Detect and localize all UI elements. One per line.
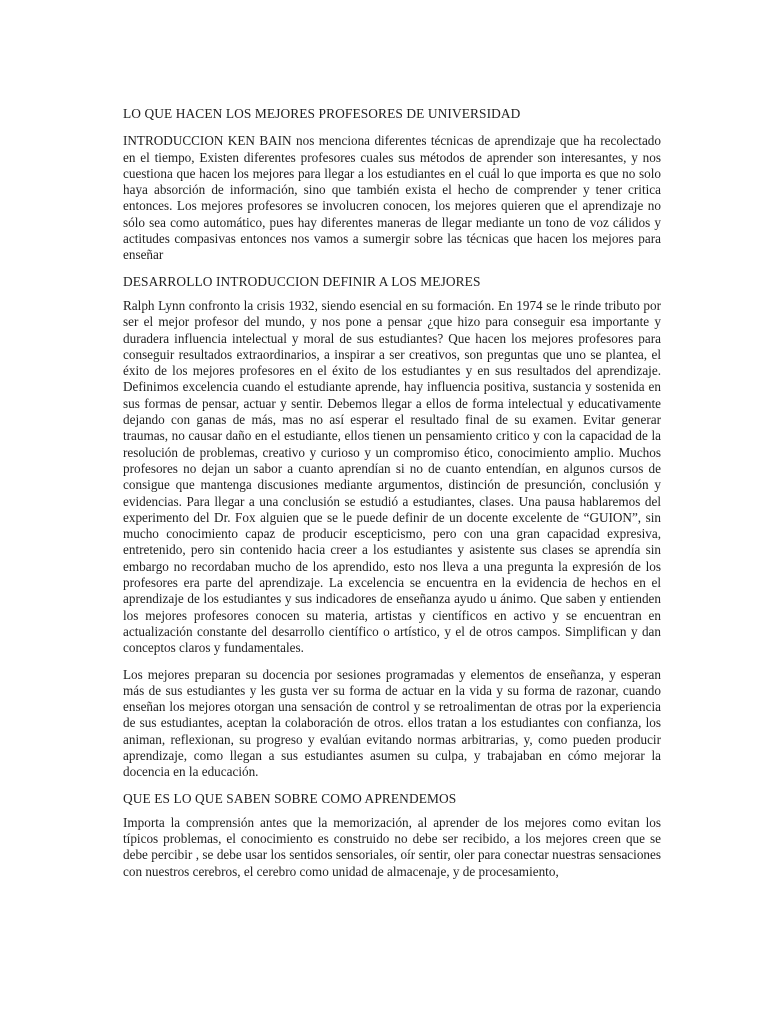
- paragraph-comprension: Importa la comprensión antes que la memorización, al aprender de los mejores como evitan los típicos problemas, el conocimiento es construido no debe ser recibido, a los mejores creen que se debe percibir , se debe usar los sentidos sensoriales, oír sentir, oler para conectar nuestras sensaciones con nuestros cerebros, el cerebro como unidad de almacenaje, y de procesamiento,: [123, 814, 661, 879]
- document-page: [123, 106, 661, 890]
- section-heading-definir-mejores: DESARROLLO INTRODUCCION DEFINIR A LOS MEJORES: [123, 273, 481, 289]
- intro-paragraph: INTRODUCCION KEN BAIN nos menciona diferentes técnicas de aprendizaje que ha recolectado en el tiempo, Existen diferentes profesores cuales sus métodos de aprender son interesantes, y nos cuestiona que hacen los mejores para llegar a los estudiantes en el cuál lo que importa es que no solo haya absorción de información, sino que también exista el hecho de comprender y tener critica entonces. Los mejores profesores se involucren conocen, los mejores quieren que el aprendizaje no sólo sea como automático, pues hay diferentes maneras de llegar mediante un tono de voz cálidos y actitudes compasivas entonces nos vamos a sumergir sobre las técnicas que hacen los mejores para enseñar: [123, 133, 661, 263]
- paragraph-preparan-docencia: Los mejores preparan su docencia por sesiones programadas y elementos de enseñanza, y esperan más de sus estudiantes y les gusta ver su forma de actuar en la vida y su forma de razonar, cuando enseñan los mejores otorgan una sensación de control y se retroalimentan de otras por la experiencia de sus estudiantes, aceptan la colaboración de otros. ellos tratan a los estudiantes con confianza, los animan, reflexionan, su progreso y evalúan evitando normas arbitrarias, y, como pueden producir aprendizaje, como llegan a sus estudiantes asumen su culpa, y trabajaban en cómo mejorar la docencia en la educación.: [123, 666, 661, 780]
- section-heading-como-aprendemos: QUE ES LO QUE SABEN SOBRE COMO APRENDEMOS: [123, 790, 457, 806]
- paragraph-ralph-lynn: Ralph Lynn confronto la crisis 1932, siendo esencial en su formación. En 1974 se le rinde tributo por ser el mejor profesor del mundo, y nos pone a pensar ¿que hizo para conseguir esa importante y duradera influencia intelectual y moral de sus estudiantes? Que hacen los mejores profesores para conseguir resultados extraordinarios, a inspirar a ser creativos, son preguntas que uno se plantea, el éxito de los mejores profesores en el éxito de los estudiantes y en sus resultados del aprendizaje. Definimos excelencia cuando el estudiante aprende, hay influencia positiva, sustancia y sostenida en sus formas de pensar, actuar y sentir. Debemos llegar a ellos de forma intelectual y educativamente dejando con ganas de más, mas no así esperar el resultado final de su examen. Evitar generar traumas, no causar daño en el estudiante, ellos tienen un pensamiento critico y con la capacidad de la resolución de problemas, creativo y curioso y un compromiso ético, conocimiento amplio. Muchos profesores no dejan un sabor a cuanto aprendían si no de cuanto entendían, en algunos cursos de consigue que mantenga discusiones mediante argumentos, distinción de presunción, conclusión y evidencias. Para llegar a una conclusión se estudió a estudiantes, clases. Una pausa hablaremos del experimento del Dr. Fox alguien que se le puede definir de un docente excelente de “GUION”, sin mucho conocimiento capaz de producir escepticismo, pero con una gran capacidad expresiva, entretenido, pero sin contenido hacia creer a los estudiantes y asistente sus clases se aprendía sin embargo no recordaban mucho de los aprendido, esto nos lleva a una pregunta la expresión de los profesores era parte del aprendizaje. La excelencia se encuentra en la evidencia de hechos en el aprendizaje de los estudiantes y sus indicadores de enseñanza ayudo u ánimo. Que saben y entienden los mejores profesores conocen su materia, artistas y científicos en activo y se encuentran en actualización constante del desarrollo científico o artístico, y el de otros campos. Simplifican y dan conceptos claros y fundamentales.: [123, 297, 661, 656]
- document-title: LO QUE HACEN LOS MEJORES PROFESORES DE UNIVERSIDAD: [123, 106, 521, 121]
